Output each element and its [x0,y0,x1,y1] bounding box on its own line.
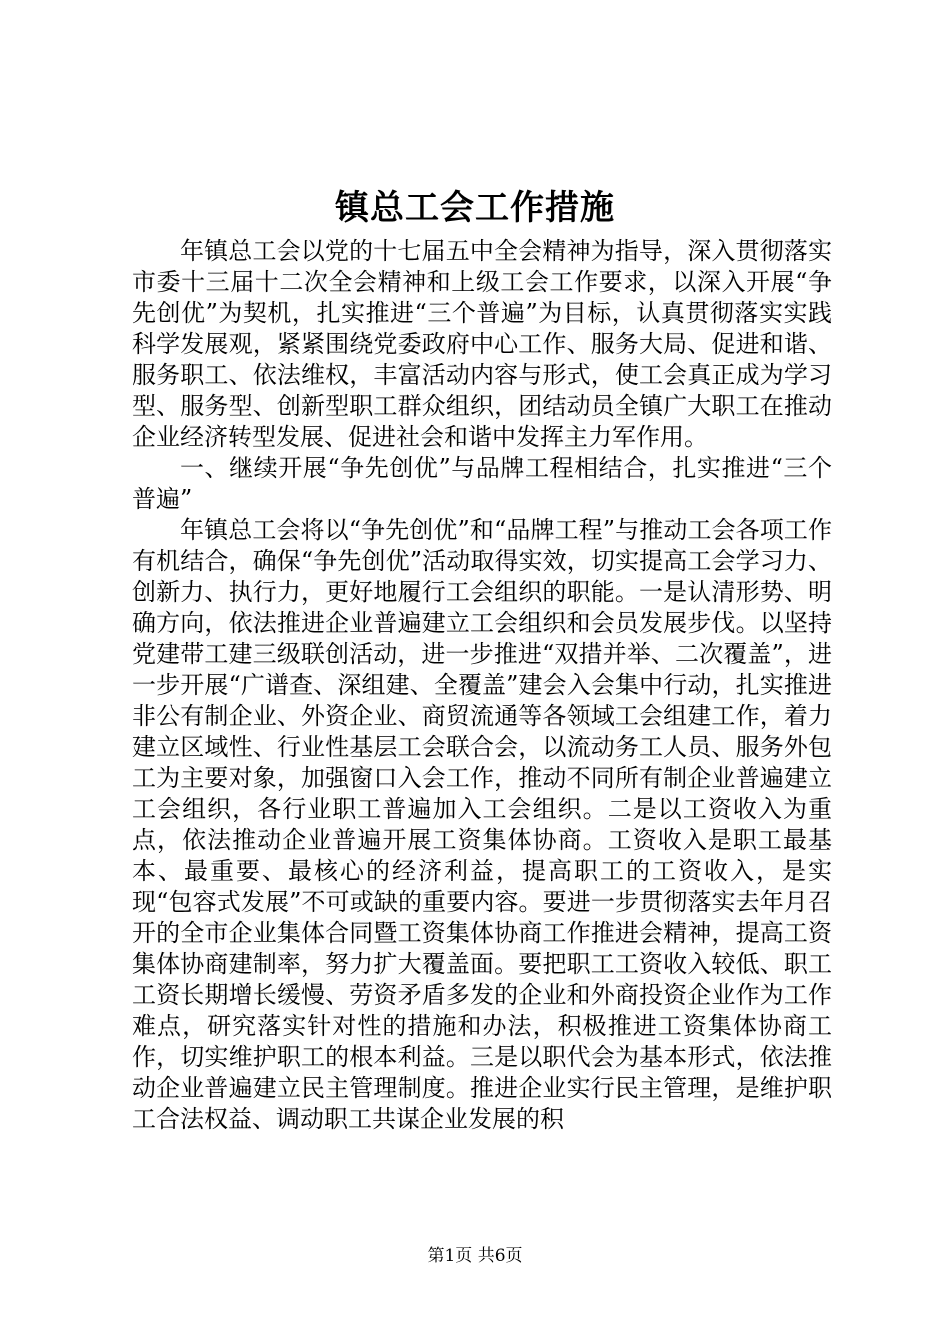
page-number-footer: 第1页 共6页 [427,1246,523,1266]
document-body [132,236,832,1135]
paragraph-section-1: 年镇总工会将以“争先创优”和“品牌工程”与推动工会各项工作有机结合，确保“争先创优”活动取得实效，切实提高工会学习力、创新力、执行力，更好地履行工会组织的职能。一是认清形势、明确方向，依法推进企业普遍建立工会组织和会员发展步伐。以坚持党建带工建三级联创活动，进一步推进“双措并举、二次覆盖”，进一步开展“广谱查、深组建、全覆盖”建会入会集中行动，扎实推进非公有制企业、外资企业、商贸流通等各领域工会组建工作，着力建立区域性、行业性基层工会联合会，以流动务工人员、服务外包工为主要对象，加强窗口入会工作，推动不同所有制企业普遍建立工会组织，各行业职工普遍加入工会组织。二是以工资收入为重点，依法推动企业普遍开展工资集体协商。工资收入是职工最基本、最重要、最核心的经济利益，提高职工的工资收入，是实现“包容式发展”不可或缺的重要内容。要进一步贯彻落实去年月召开的全市企业集体合同暨工资集体协商工作推进会精神，提高工资集体协商建制率，努力扩大覆盖面。要把职工工资收入较低、职工工资长期增长缓慢、劳资矛盾多发的企业和外商投资企业作为工作难点，研究落实针对性的措施和办法，积极推进工资集体协商工作，切实维护职工的根本利益。三是以职代会为基本形式，依法推动企业普遍建立民主管理制度。推进企业实行民主管理，是维护职工合法权益、调动职工共谋企业发展的积 [132,516,832,1133]
document-title: 镇总工会工作措施 [335,188,615,228]
paragraph-intro: 年镇总工会以党的十七届五中全会精神为指导，深入贯彻落实市委十三届十二次全会精神和上级工会工作要求，以深入开展“争先创优”为契机，扎实推进“三个普遍”为目标，认真贯彻落实实践科学发展观，紧紧围绕党委政府中心工作、服务大局、促进和谐、服务职工、依法维权，丰富活动内容与形式，使工会真正成为学习型、服务型、创新型职工群众组织，团结动员全镇广大职工在推动企业经济转型发展、促进社会和谐中发挥主力军作用。 [132,237,832,451]
section-heading-1: 一、继续开展“争先创优”与品牌工程相结合，扎实推进“三个普遍” [132,454,832,513]
